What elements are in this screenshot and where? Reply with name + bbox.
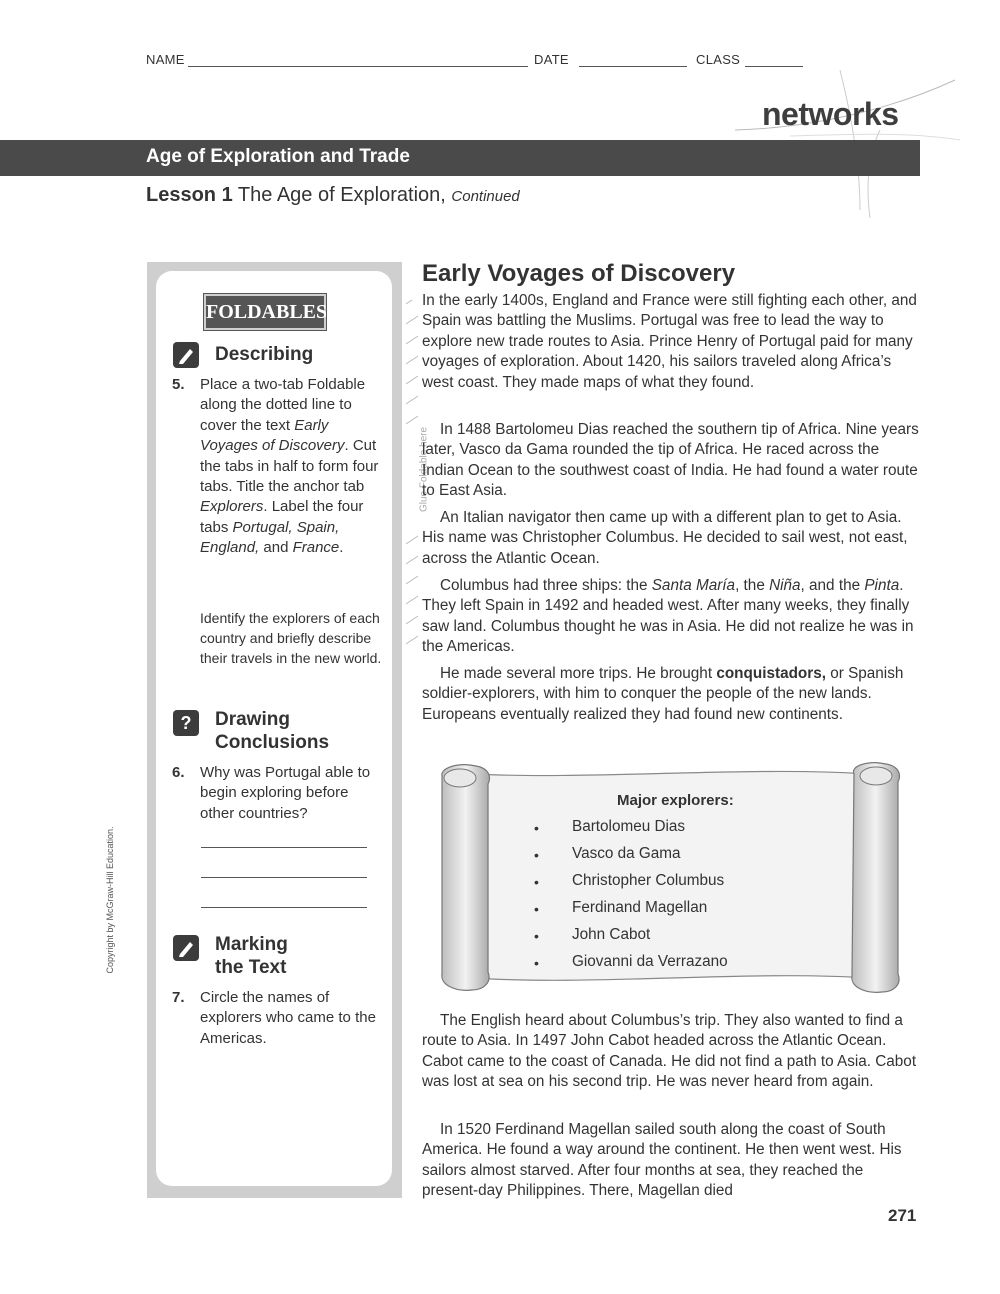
bullet-1: • bbox=[534, 820, 539, 836]
networks-logo: networks bbox=[762, 96, 899, 132]
bullet-5: • bbox=[534, 928, 539, 944]
describing-heading: Describing bbox=[215, 344, 314, 365]
paragraph-4: Columbus had three ships: the Santa María, the Niña, and the Pinta. They left Spain in 1492 and headed west. After many weeks, they finally saw land. Columbus thought he was in Asia. He did not realize he was in the Americas. bbox=[422, 577, 914, 656]
glue-foldable-label: Glue Foldable here bbox=[418, 426, 430, 513]
paragraph-3: An Italian navigator then came up with a different plan to get to Asia. His name was Christopher Columbus. He decided to sail west, not east, across the Atlantic Ocean. bbox=[422, 509, 908, 567]
describing-instructions: Place a two-tab Foldable along the dotted line to cover the text Early Voyages of Discovery. Cut the tabs in half to form four tabs. Title the anchor tab Explorers. Label the four tabs Portugal, Spain, England, and France. bbox=[200, 376, 379, 557]
question-number-6: 6. bbox=[172, 764, 185, 781]
paragraph-2: In 1488 Bartolomeu Dias reached the southern tip of Africa. Nine years later, Vasco da Gama rounded the tip of Africa. He raced across the Indian Ocean to the southwest coast of India. He had found a water route to East Asia. bbox=[422, 421, 919, 500]
marking-instructions: Circle the names of explorers who came to the Americas. bbox=[200, 989, 376, 1047]
bullet-4: • bbox=[534, 901, 539, 917]
pencil-icon bbox=[173, 342, 199, 368]
bullet-2: • bbox=[534, 847, 539, 863]
explorer-item: Ferdinand Magellan bbox=[572, 899, 708, 916]
paragraph-5: He made several more trips. He brought conquistadors, or Spanish soldier-explorers, with him to conquer the people of the new lands. Europeans eventually realized they had found new continents. bbox=[422, 665, 904, 723]
date-field[interactable] bbox=[579, 66, 687, 67]
answer-line-3[interactable] bbox=[201, 907, 367, 908]
lesson-continued: Continued bbox=[451, 188, 520, 205]
foldables-logo: FOLDABLES bbox=[204, 294, 326, 330]
question-number-7: 7. bbox=[172, 989, 185, 1006]
page-number: 271 bbox=[888, 1206, 917, 1225]
section-title: Early Voyages of Discovery bbox=[422, 260, 736, 287]
lesson-number: Lesson 1 bbox=[146, 184, 233, 206]
marking-heading-line1: Marking bbox=[215, 934, 288, 955]
question-number-5: 5. bbox=[172, 376, 185, 393]
explorer-item: Vasco da Gama bbox=[572, 845, 681, 862]
bullet-3: • bbox=[534, 874, 539, 890]
unit-title: Age of Exploration and Trade bbox=[146, 146, 410, 167]
scroll-title: Major explorers: bbox=[617, 792, 734, 809]
unit-banner bbox=[0, 140, 920, 176]
explorer-item: Christopher Columbus bbox=[572, 872, 725, 889]
paragraph-1: In the early 1400s, England and France were still fighting each other, and Spain was battling the Muslims. Portugal was free to lead the way to explore new trade routes to Asia. Prince Henry of Portugal paid for many voyages of exploration. About 1420, his sailors traveled along Africa’s west coast. They made maps of what they found. bbox=[422, 292, 917, 391]
bullet-6: • bbox=[534, 955, 539, 971]
answer-line-1[interactable] bbox=[201, 847, 367, 848]
class-field[interactable] bbox=[745, 66, 803, 67]
answer-line-2[interactable] bbox=[201, 877, 367, 878]
explorer-item: Bartolomeu Dias bbox=[572, 818, 686, 835]
paragraph-7: In 1520 Ferdinand Magellan sailed south along the coast of South America. He found a way around the continent. He then went west. His sailors almost starved. After four months at sea, they reached the present-day Philippines. There, Magellan died bbox=[422, 1121, 902, 1200]
explorer-item: John Cabot bbox=[572, 926, 651, 943]
copyright-notice: Copyright by McGraw-Hill Education. bbox=[105, 826, 115, 974]
drawing-question: Why was Portugal able to begin exploring before other countries? bbox=[200, 764, 371, 822]
question-mark-icon: ? bbox=[173, 710, 199, 736]
marking-heading-line2: the Text bbox=[215, 957, 287, 978]
lesson-heading bbox=[146, 184, 520, 207]
class-label: CLASS bbox=[696, 52, 741, 67]
lesson-title: The Age of Exploration, bbox=[237, 184, 446, 206]
marker-icon bbox=[173, 935, 199, 961]
paragraph-6: The English heard about Columbus’s trip. They also wanted to find a route to Asia. In 1497 John Cabot headed across the Atlantic Ocean. Cabot came to the coast of Canada. He did not find a path to Asia. Cabot was lost at sea on his second trip. He was never heard from again. bbox=[422, 1012, 917, 1091]
name-label: NAME bbox=[146, 52, 185, 67]
drawing-heading-line2: Conclusions bbox=[215, 732, 330, 753]
date-label: DATE bbox=[534, 52, 569, 67]
describing-sub-instructions: Identify the explorers of each country and briefly describe their travels in the new world. bbox=[200, 610, 382, 666]
drawing-heading-line1: Drawing bbox=[215, 709, 290, 730]
name-field[interactable] bbox=[188, 66, 528, 67]
explorer-item: Giovanni da Verrazano bbox=[572, 953, 728, 970]
